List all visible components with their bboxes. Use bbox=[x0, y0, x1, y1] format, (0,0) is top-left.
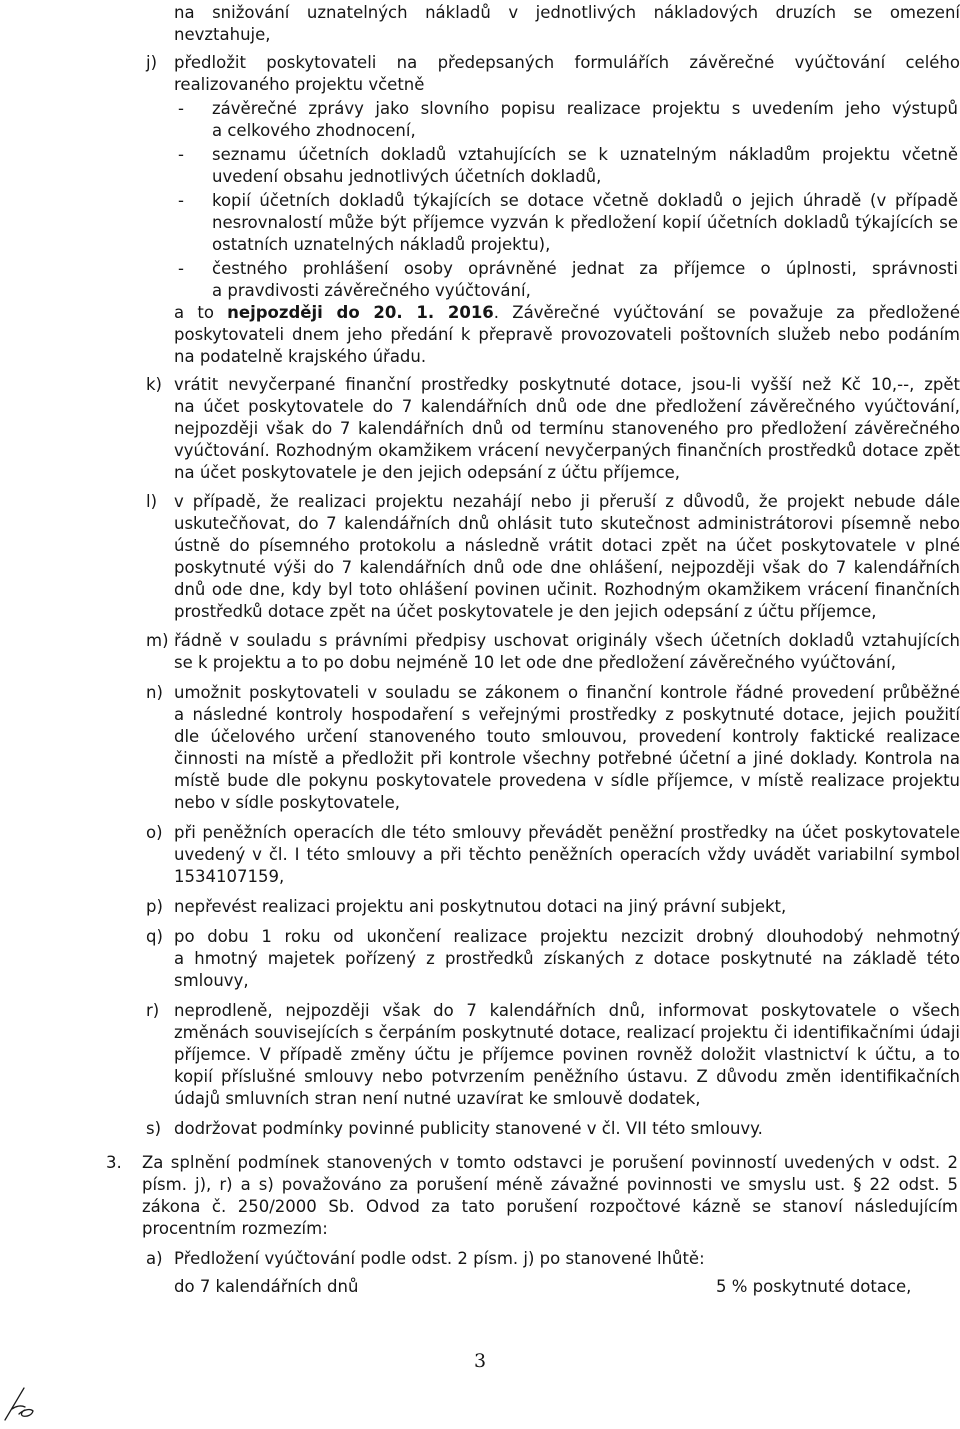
text-line: dnů ode dne, kdy byl toto ohlášení povinen učinit. Rozhodným okamžikem vrácení finančních bbox=[174, 580, 960, 599]
list-label-j: j) bbox=[146, 53, 158, 72]
text-line: v případě, že realizaci projektu nezahájí nebo ji přeruší z důvodů, že projekt nebude dále bbox=[174, 492, 960, 511]
text-line: dodržovat podmínky povinné publicity stanovené v čl. VII této smlouvy. bbox=[174, 1119, 763, 1138]
deadline-date: nejpozději do 20. 1. 2016 bbox=[227, 303, 494, 322]
text-line: při peněžních operacích dle této smlouvy převádět peněžní prostředky na účet poskytovatele bbox=[174, 823, 960, 842]
list-label-o: o) bbox=[146, 823, 163, 842]
text-line: neprodleně, nejpozději však do 7 kalendářních dnů, informovat poskytovatele o všech bbox=[174, 1001, 960, 1020]
text-line: uskutečňovat, do 7 kalendářních dnů ohlásit tuto skutečnost administrátorovi písemně nebo bbox=[174, 514, 960, 533]
text-line: poskytnuté výši do 7 kalendářních dnů ode dne ohlášení, nejpozději však do 7 kalendářních bbox=[174, 558, 960, 577]
penalty-rate: 5 % poskytnuté dotace, bbox=[716, 1277, 912, 1296]
text-line: na účet poskytovatele je den jejich odepsání z účtu příjemce, bbox=[174, 463, 681, 482]
list-label-n: n) bbox=[146, 683, 163, 702]
bullet-dash: - bbox=[178, 99, 184, 118]
text-line: a hmotný majetek pořízený z prostředků získaných z dotace poskytnuté na základě této bbox=[174, 949, 960, 968]
penalty-period: do 7 kalendářních dnů bbox=[174, 1277, 359, 1296]
text-line: uvedení obsahu jednotlivých účetních dokladů, bbox=[212, 167, 602, 186]
list-label-q: q) bbox=[146, 927, 163, 946]
text-line: realizovaného projektu včetně bbox=[174, 75, 425, 94]
text-line: a pravdivosti závěrečného vyúčtování, bbox=[212, 281, 531, 300]
text-line: písm. j), r) a s) považováno za porušení méně závažné povinnosti ve smyslu ust. § 22 odst. 5 bbox=[142, 1175, 958, 1194]
text-line: umožnit poskytovateli v souladu se zákonem o finanční kontrole řádné provedení průběžné bbox=[174, 683, 960, 702]
bullet-dash: - bbox=[178, 191, 184, 210]
text-line: vrátit nevyčerpané finanční prostředky poskytnuté dotace, jsou-li vyšší než Kč 10,--, zpět bbox=[174, 375, 960, 394]
text-line: nesrovnalostí může být příjemce vyzván k předložení kopií účetních dokladů týkajících se bbox=[212, 213, 958, 232]
text-line: ostatních uznatelných nákladů projektu), bbox=[212, 235, 551, 254]
section-number: 3. bbox=[106, 1153, 122, 1172]
bullet-dash: - bbox=[178, 259, 184, 278]
list-label-k: k) bbox=[146, 375, 162, 394]
text-line: kopií příslušné smlouvy nebo potvrzením peněžního ústavu. Z důvodu změn identifikačních bbox=[174, 1067, 960, 1086]
text-line: Za splnění podmínek stanovených v tomto odstavci je porušení povinností uvedených v odst. 2 bbox=[142, 1153, 958, 1172]
text-line: 1534107159, bbox=[174, 867, 285, 886]
text-line: zákona č. 250/2000 Sb. Odvod za tato porušení rozpočtové kázně se stanoví následujícím bbox=[142, 1197, 958, 1216]
text-line: kopií účetních dokladů týkajících se dotace včetně dokladů o jejich úhradě (v případě bbox=[212, 191, 958, 210]
list-label-l: l) bbox=[146, 492, 158, 511]
text-line: řádně v souladu s právními předpisy uschovat originály všech účetních dokladů vztahujících bbox=[174, 631, 960, 650]
list-label-p: p) bbox=[146, 897, 163, 916]
text-line: na snižování uznatelných nákladů v jednotlivých nákladových druzích se omezení bbox=[174, 3, 960, 22]
text-line: poskytovateli dnem jeho předání k přepravě provozovateli poštovních služeb nebo podáním bbox=[174, 325, 960, 344]
text-line: nevztahuje, bbox=[174, 25, 271, 44]
text-line: údajů smluvních stran není nutné uzavírat ke smlouvě dodatek, bbox=[174, 1089, 701, 1108]
page-number: 3 bbox=[473, 1350, 487, 1372]
deadline-line bbox=[174, 302, 960, 324]
text-line: Předložení vyúčtování podle odst. 2 písm. j) po stanovené lhůtě: bbox=[174, 1249, 705, 1268]
bullet-dash: - bbox=[178, 145, 184, 164]
text-line: procentním rozmezím: bbox=[142, 1219, 328, 1238]
text-line: seznamu účetních dokladů vztahujících se k uznatelným nákladům projektu včetně bbox=[212, 145, 958, 164]
text-line: nepřevést realizaci projektu ani poskytnutou dotaci na jiný právní subjekt, bbox=[174, 897, 787, 916]
text-line: změnách souvisejících s čerpáním poskytnuté dotace, realizací projektu či identifikačními údaji bbox=[174, 1023, 960, 1042]
text-line: nejpozději však do 7 kalendářních dnů od termínu stanoveného pro předložení závěrečného bbox=[174, 419, 960, 438]
text-fragment: . Závěrečné vyúčtování se považuje za předložené bbox=[493, 303, 960, 322]
text-line: smlouvy, bbox=[174, 971, 249, 990]
text-line: činnosti na místě a předložit při kontrole všechny potřebné účetní a jiné doklady. Kontrola na bbox=[174, 749, 960, 768]
list-label-m: m) bbox=[146, 631, 169, 650]
text-line: a celkového zhodnocení, bbox=[212, 121, 416, 140]
text-line: na podatelně krajského úřadu. bbox=[174, 347, 427, 366]
text-line: vyúčtování. Rozhodným okamžikem vrácení nevyčerpaných finančních prostředků dotace zpět bbox=[174, 441, 960, 460]
text-line: nebo v sídle poskytovatele, bbox=[174, 793, 401, 812]
text-line: místě bude dle pokynu poskytovatele provedena v sídle příjemce, v místě realizace projektu bbox=[174, 771, 960, 790]
text-line: příjemce. V případě změny účtu je příjemce povinen rovněž doložit vlastnictví k účtu, a to bbox=[174, 1045, 960, 1064]
text-line: na účet poskytovatele do 7 kalendářních dnů ode dne předložení závěrečného vyúčtování, bbox=[174, 397, 960, 416]
text-line: dle účelového určení stanoveného touto smlouvou, provedení kontroly faktické realizace bbox=[174, 727, 960, 746]
text-line: čestného prohlášení osoby oprávněné jednat za příjemce o úplnosti, správnosti bbox=[212, 259, 958, 278]
text-line: se k projektu a to po dobu nejméně 10 let ode dne předložení závěrečného vyúčtování, bbox=[174, 653, 897, 672]
text-line: předložit poskytovateli na předepsaných formulářích závěrečné vyúčtování celého bbox=[174, 53, 960, 72]
list-label-r: r) bbox=[146, 1001, 160, 1020]
text-line: uvedený v čl. I této smlouvy a při těchto peněžních operacích vždy uvádět variabilní symbol bbox=[174, 845, 960, 864]
text-fragment: a to bbox=[174, 303, 214, 322]
list-label-a: a) bbox=[146, 1249, 163, 1268]
text-line: a následné kontroly hospodaření s veřejnými prostředky z poskytnuté dotace, jejich použití bbox=[174, 705, 960, 724]
text-line: prostředků dotace zpět na účet poskytovatele je den jejich odepsání z účtu příjemce, bbox=[174, 602, 877, 621]
text-line: závěrečné zprávy jako slovního popisu realizace projektu s uvedením jeho výstupů bbox=[212, 99, 958, 118]
text-line: po dobu 1 roku od ukončení realizace projektu nezcizit drobný dlouhodobý nehmotný bbox=[174, 927, 960, 946]
list-label-s: s) bbox=[146, 1119, 162, 1138]
handwritten-initials bbox=[2, 1384, 36, 1424]
text-line: ústně do písemného protokolu a následně vrátit dotaci zpět na účet poskytovatele v plné bbox=[174, 536, 960, 555]
